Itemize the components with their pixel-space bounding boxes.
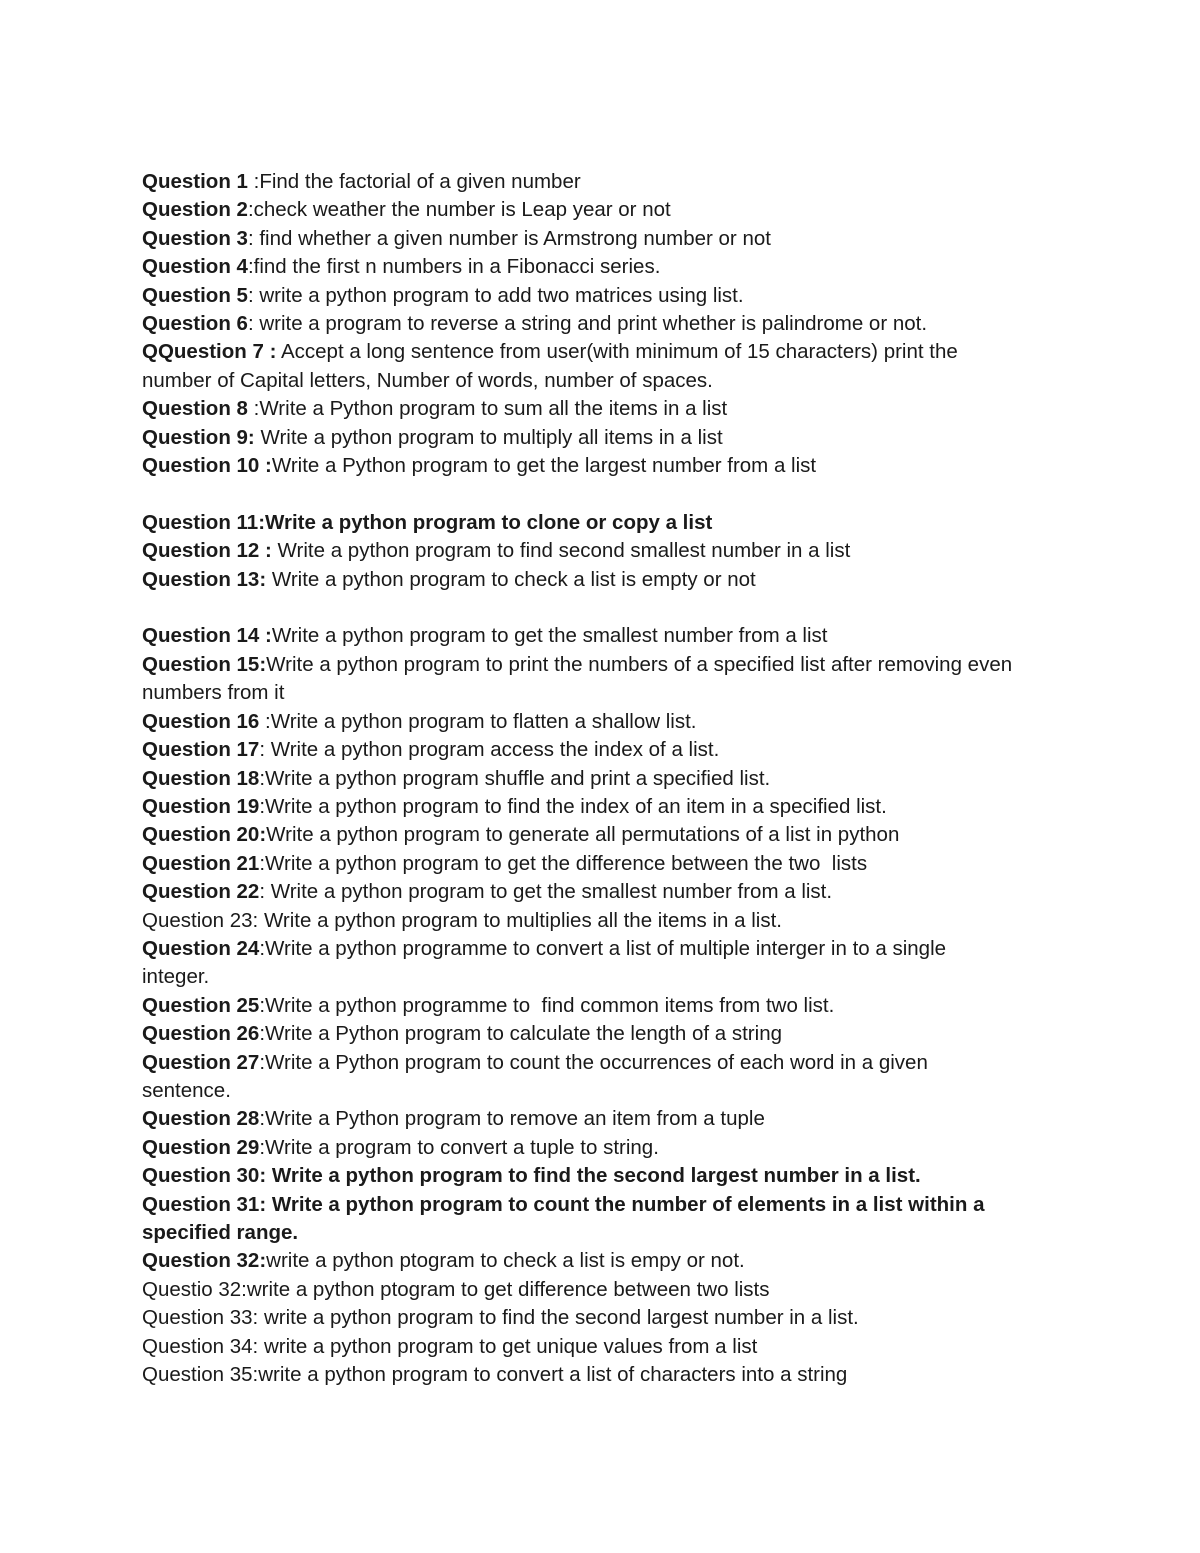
question-18	[142, 765, 1082, 793]
question-text: :find the first n numbers in a Fibonacci series.	[247, 255, 661, 279]
question-text: :Write a Python program to calculate the length of a string	[259, 1022, 782, 1046]
question-5	[142, 282, 1082, 310]
question-32	[142, 1247, 1082, 1275]
question-label: Question 13:	[142, 567, 267, 591]
question-17	[142, 736, 1082, 764]
question-35: Question 35:write a python program to convert a list of characters into a string	[142, 1363, 848, 1387]
question-text: :check weather the number is Leap year or not	[247, 198, 671, 222]
question-text: Write a python program to multiply all items in a list	[254, 425, 723, 449]
question-text: integer.	[142, 965, 210, 989]
question-6	[142, 310, 1082, 338]
question-label: Question 24	[142, 936, 260, 960]
question-label: Question 17	[142, 738, 260, 762]
question-label: Question 16	[142, 709, 260, 733]
question-16	[142, 708, 1082, 736]
question-15	[142, 651, 1082, 679]
question-24	[142, 935, 1082, 963]
question-text: :Write a python programme to convert a list of multiple interger in to a single	[259, 936, 947, 960]
question-text: : Write a python program to get the smallest number from a list.	[259, 880, 833, 904]
question-10	[142, 452, 1082, 480]
question-label: Question 19	[142, 794, 260, 818]
question-label: Question 1	[142, 170, 248, 193]
question-29	[142, 1134, 1082, 1162]
question-text: numbers from it	[142, 681, 285, 705]
question-12	[142, 537, 1082, 565]
question-label: Question 18	[142, 766, 260, 790]
question-text: : Write a python program access the index of a list.	[259, 738, 720, 762]
question-28	[142, 1105, 1082, 1133]
question-label: Question 27	[142, 1050, 260, 1074]
question-text: Write a python program to check a list is empty or not	[266, 567, 756, 591]
question-24-continued	[142, 963, 1082, 991]
question-text: Write a python program to get the smallest number from a list	[271, 624, 828, 648]
question-label: Question 22	[142, 880, 260, 904]
question-text: Accept a long sentence from user(with minimum of 15 characters) print the	[276, 340, 958, 364]
question-label: Question 5	[142, 283, 248, 307]
question-label: Question 2	[142, 198, 248, 222]
question-label: Question 10 :	[142, 454, 272, 478]
question-label: Question 32:	[142, 1249, 267, 1273]
question-label: Question 6	[142, 312, 248, 336]
question-9	[142, 424, 1082, 452]
blank-line	[142, 594, 1082, 622]
question-text: : write a program to reverse a string and print whether is palindrome or not.	[247, 312, 928, 336]
question-list	[142, 168, 1082, 1389]
question-34: Question 34: write a python program to get unique values from a list	[142, 1334, 758, 1358]
question-text: Write a python program to find second smallest number in a list	[271, 539, 851, 563]
question-3	[142, 225, 1082, 253]
question-label: Question 20:	[142, 823, 267, 847]
question-label: Question 8	[142, 397, 248, 421]
question-label: Question 9:	[142, 425, 255, 449]
question-text: write a python ptogram to check a list is empy or not.	[266, 1249, 745, 1273]
blank-line	[142, 480, 1082, 508]
question-11: Question 11:Write a python program to clone or copy a list	[142, 510, 713, 534]
question-text: number of Capital letters, Number of words, number of spaces.	[142, 368, 713, 392]
question-text: :Write a program to convert a tuple to string.	[259, 1135, 659, 1159]
question-30: Question 30: Write a python program to find the second largest number in a list.	[142, 1164, 921, 1188]
question-7-continued	[142, 367, 1082, 395]
question-20	[142, 821, 1082, 849]
question-text: Write a python program to print the numbers of a specified list after removing even	[266, 652, 1013, 676]
question-text: :Write a python program shuffle and print a specified list.	[259, 766, 771, 790]
question-27	[142, 1049, 1082, 1077]
question-27-continued	[142, 1077, 1082, 1105]
question-label: Question 3	[142, 226, 248, 250]
question-label: Question 4	[142, 255, 248, 279]
question-text: :Write a python program to get the difference between the two lists	[259, 851, 868, 875]
question-4	[142, 253, 1082, 281]
question-14	[142, 622, 1082, 650]
question-text: Write a Python program to get the largest number from a list	[271, 454, 817, 478]
question-text: :Write a python programme to find common items from two list.	[259, 993, 835, 1017]
question-label: Question 28	[142, 1107, 260, 1131]
question-25	[142, 992, 1082, 1020]
question-33: Question 33: write a python program to find the second largest number in a list.	[142, 1306, 859, 1330]
question-text: :Write a python program to flatten a shallow list.	[259, 709, 697, 733]
question-label: Question 21	[142, 851, 260, 875]
question-label: Question 26	[142, 1022, 260, 1046]
question-text: :Write a Python program to count the occurrences of each word in a given	[259, 1050, 928, 1074]
question-2	[142, 196, 1082, 224]
question-13	[142, 566, 1082, 594]
question-text: : write a python program to add two matrices using list.	[247, 283, 744, 307]
question-text: sentence.	[142, 1078, 231, 1102]
question-1	[142, 168, 1082, 196]
question-31-continued: specified range.	[142, 1221, 299, 1244]
question-26	[142, 1020, 1082, 1048]
question-15-continued	[142, 679, 1082, 707]
question-text: :Write a Python program to remove an item from a tuple	[259, 1107, 765, 1131]
question-22	[142, 878, 1082, 906]
question-text: Write a python program to generate all permutations of a list in python	[266, 823, 900, 847]
question-text: :Write a Python program to sum all the items in a list	[247, 397, 728, 421]
question-31: Question 31: Write a python program to count the number of elements in a list within a	[142, 1192, 985, 1216]
question-label: QQuestion 7 :	[142, 340, 277, 364]
question-label: Question 25	[142, 993, 260, 1017]
question-text: : find whether a given number is Armstrong number or not	[247, 226, 771, 250]
question-label: Question 14 :	[142, 624, 272, 648]
question-8	[142, 395, 1082, 423]
question-23: Question 23: Write a python program to multiplies all the items in a list.	[142, 908, 782, 932]
question-32b: Questio 32:write a python ptogram to get difference between two lists	[142, 1277, 770, 1301]
question-text: :Find the factorial of a given number	[247, 170, 581, 193]
question-21	[142, 850, 1082, 878]
question-label: Question 29	[142, 1135, 260, 1159]
question-text: :Write a python program to find the index of an item in a specified list.	[259, 794, 887, 818]
question-7	[142, 338, 1082, 366]
question-19	[142, 793, 1082, 821]
question-label: Question 15:	[142, 652, 267, 676]
question-label: Question 12 :	[142, 539, 272, 563]
